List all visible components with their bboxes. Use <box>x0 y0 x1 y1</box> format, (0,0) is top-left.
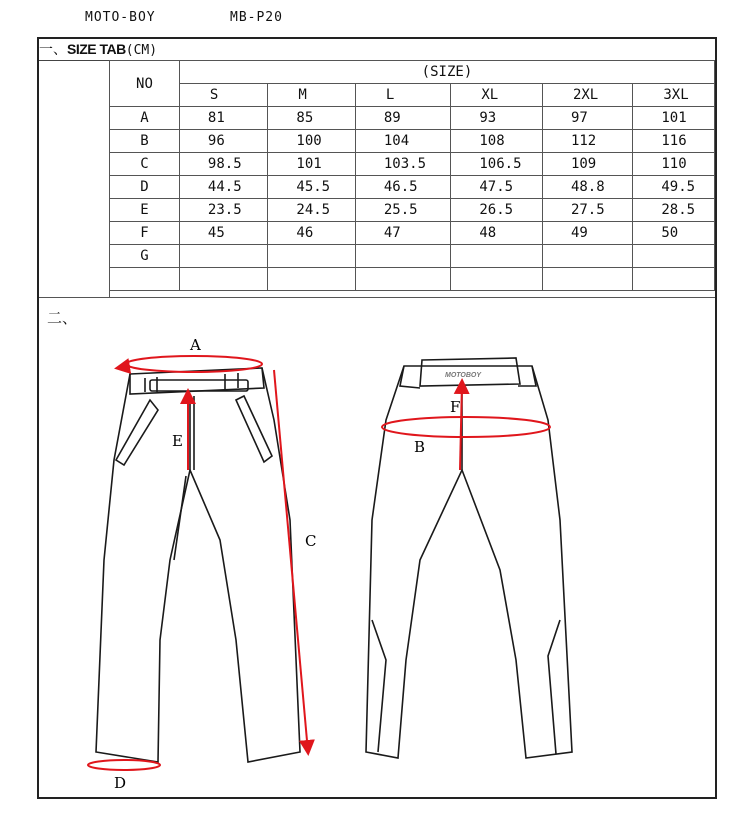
waist-measure-A <box>126 356 262 372</box>
table-cell: 27.5 <box>542 199 632 222</box>
table-cell: 112 <box>542 130 632 153</box>
table-cell: 89 <box>355 107 450 130</box>
table-cell: 116 <box>633 130 715 153</box>
table-cell: 104 <box>355 130 450 153</box>
table-cell: 100 <box>268 130 355 153</box>
label-A: A <box>190 336 201 354</box>
model-number: MB-P20 <box>230 10 283 25</box>
size-group-header: (SIZE) <box>179 61 714 84</box>
section-one-marker: 一、 <box>39 42 67 58</box>
table-cell: 109 <box>542 153 632 176</box>
table-cell: 49.5 <box>633 176 715 199</box>
unit-label: (CM) <box>125 43 158 58</box>
label-E: E <box>172 432 183 450</box>
row-code: F <box>110 222 180 245</box>
row-code: C <box>110 153 180 176</box>
row-code: D <box>110 176 180 199</box>
section-two-marker: 二、 <box>47 309 78 327</box>
table-cell: 98.5 <box>179 153 267 176</box>
hip-measure-B <box>382 417 550 437</box>
size-tab-label: SIZE TAB <box>67 41 126 57</box>
row-code: A <box>110 107 180 130</box>
hem-measure-D <box>88 760 160 770</box>
table-cell: 28.5 <box>633 199 715 222</box>
row-code: G <box>110 245 180 268</box>
table-cell: 103.5 <box>355 153 450 176</box>
table-cell: 44.5 <box>179 176 267 199</box>
size-header-3xl: 3XL <box>633 84 715 107</box>
label-D: D <box>114 774 127 792</box>
table-cell: 106.5 <box>451 153 543 176</box>
table-cell: 46 <box>268 222 355 245</box>
table-cell: 101 <box>633 107 715 130</box>
label-F: F <box>450 398 461 416</box>
table-cell: 47 <box>355 222 450 245</box>
table-cell: 46.5 <box>355 176 450 199</box>
table-cell: 45 <box>179 222 267 245</box>
size-header-l: L <box>355 84 450 107</box>
table-cell: 47.5 <box>451 176 543 199</box>
table-cell: 24.5 <box>268 199 355 222</box>
size-header-xl: XL <box>451 84 543 107</box>
size-header-m: M <box>268 84 355 107</box>
table-cell: 97 <box>542 107 632 130</box>
row-code: B <box>110 130 180 153</box>
table-cell: 45.5 <box>268 176 355 199</box>
brand-name: MOTO-BOY <box>85 10 156 25</box>
table-cell: 110 <box>633 153 715 176</box>
table-cell: 108 <box>451 130 543 153</box>
row-code: E <box>110 199 180 222</box>
table-cell: 25.5 <box>355 199 450 222</box>
table-cell: 48.8 <box>542 176 632 199</box>
table-cell: 93 <box>451 107 543 130</box>
table-cell: 23.5 <box>179 199 267 222</box>
no-header: NO <box>110 61 180 107</box>
table-cell: 49 <box>542 222 632 245</box>
table-cell: 85 <box>268 107 355 130</box>
table-cell: 48 <box>451 222 543 245</box>
table-cell: 50 <box>633 222 715 245</box>
front-pants-drawing <box>96 368 300 762</box>
table-cell: 96 <box>179 130 267 153</box>
label-C: C <box>305 532 317 550</box>
table-cell: 81 <box>179 107 267 130</box>
table-cell: 101 <box>268 153 355 176</box>
outseam-measure-C <box>274 370 308 752</box>
label-B: B <box>414 438 426 456</box>
measurement-marks <box>88 356 550 770</box>
back-logo-text: MOTOBOY <box>445 372 482 379</box>
size-header-s: S <box>179 84 267 107</box>
size-header-2xl: 2XL <box>542 84 632 107</box>
table-cell: 26.5 <box>451 199 543 222</box>
